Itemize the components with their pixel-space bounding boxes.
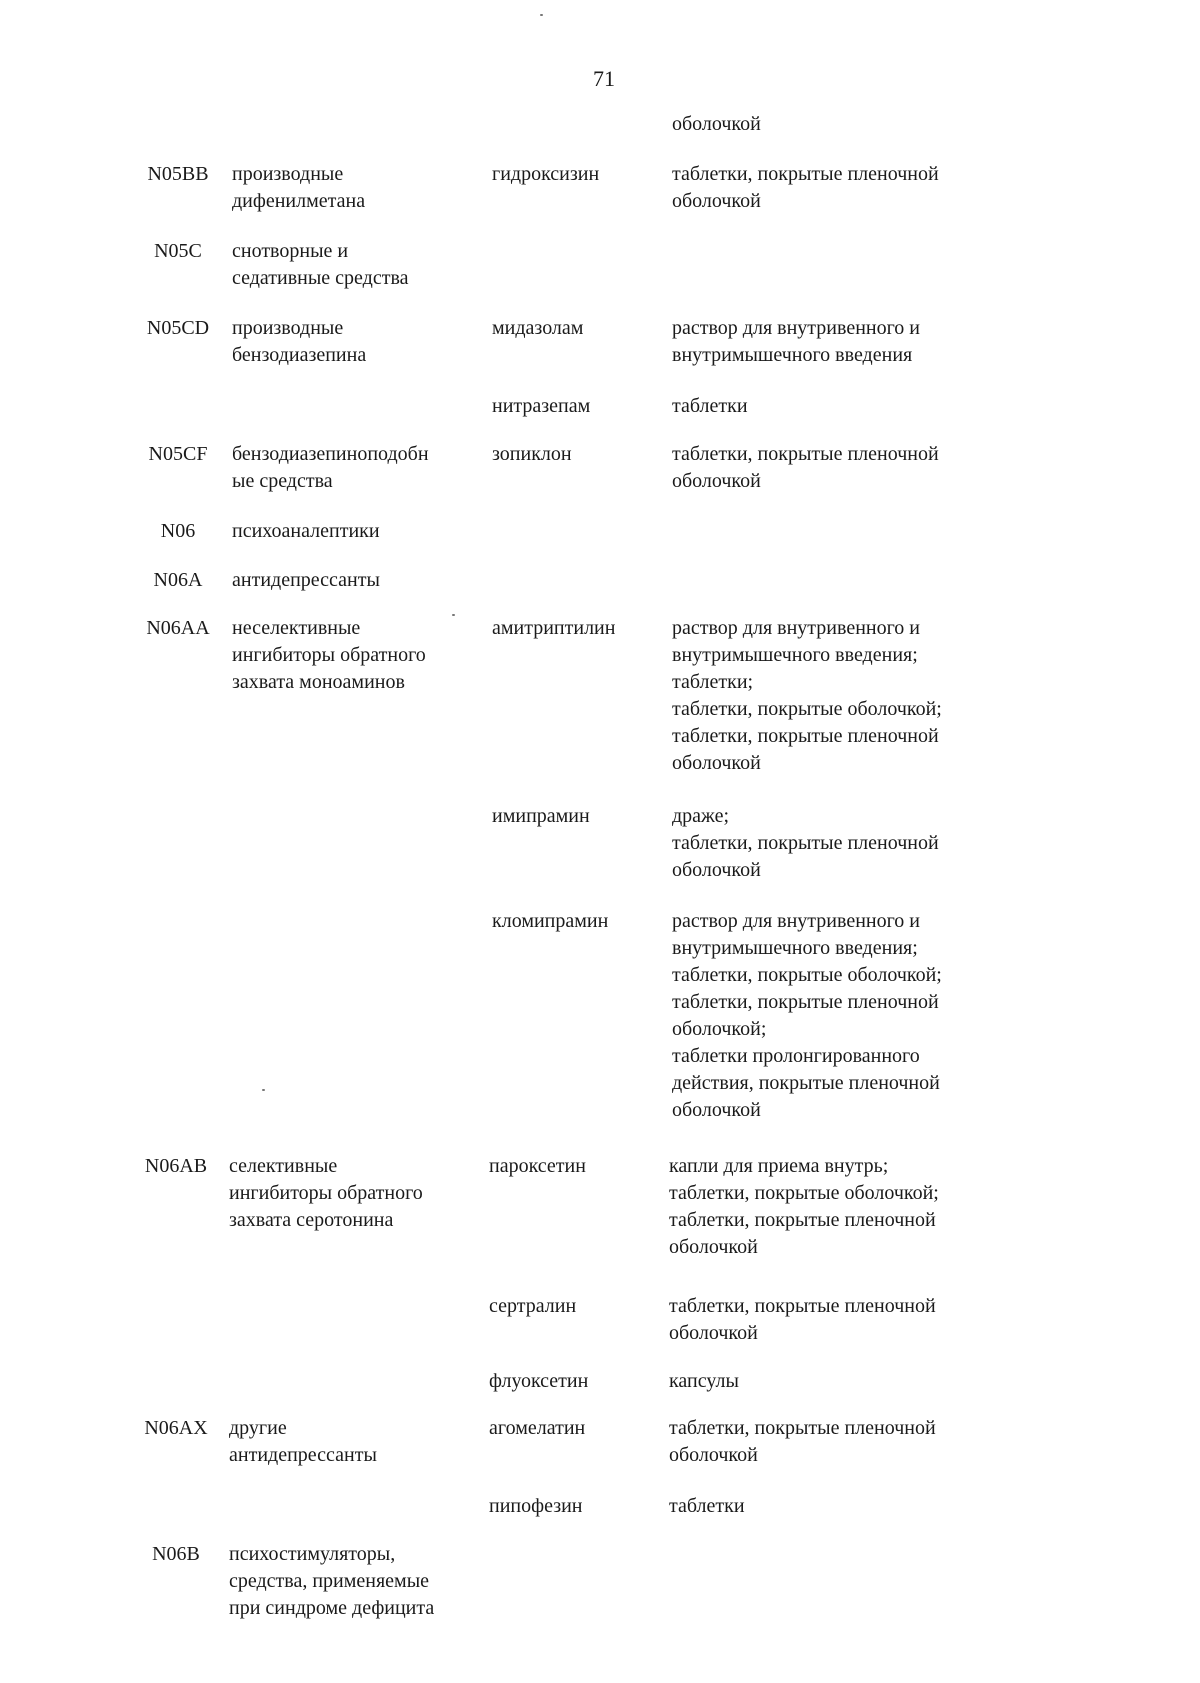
group-name-line: ингибиторы обратного: [232, 644, 426, 666]
drug-name: сертралин: [489, 1295, 577, 1317]
group-name-line: при синдроме дефицита: [229, 1597, 435, 1619]
group-name-line: седативные средства: [232, 267, 409, 289]
atc-code: N06: [160, 520, 196, 542]
group-name-line: антидепрессанты: [229, 1444, 377, 1466]
dosage-form-line: таблетки;: [672, 671, 754, 693]
dosage-form-line: внутримышечного введения: [672, 344, 913, 366]
dosage-form-line: драже;: [672, 805, 730, 827]
dosage-form-line: оболочкой: [672, 1099, 761, 1121]
atc-code: N06AA: [146, 617, 210, 639]
group-name-line: снотворные и: [232, 240, 349, 262]
dosage-form-line: внутримышечного введения;: [672, 644, 918, 666]
dosage-form-line: оболочкой: [669, 1322, 758, 1344]
atc-code: N06AX: [144, 1417, 208, 1439]
drug-name: флуоксетин: [489, 1370, 589, 1392]
dosage-form-line: оболочкой: [669, 1236, 758, 1258]
scan-speck: [262, 1089, 265, 1091]
drug-name: амитриптилин: [492, 617, 616, 639]
continuation-text: оболочкой: [672, 113, 761, 135]
dosage-form-line: таблетки, покрытые пленочной: [672, 443, 939, 465]
dosage-form-line: оболочкой;: [672, 1018, 767, 1040]
dosage-form-line: раствор для внутривенного и: [672, 910, 921, 932]
atc-code: N05C: [154, 240, 202, 262]
dosage-form-line: капли для приема внутрь;: [669, 1155, 889, 1177]
dosage-form-line: таблетки пролонгированного: [672, 1045, 920, 1067]
group-name-line: захвата моноаминов: [232, 671, 405, 693]
dosage-form-line: оболочкой: [672, 470, 761, 492]
drug-name: пипофезин: [489, 1495, 583, 1517]
group-name-line: психоаналептики: [232, 520, 380, 542]
dosage-form-line: оболочкой: [672, 859, 761, 881]
drug-name: мидазолам: [492, 317, 584, 339]
group-name-line: другие: [229, 1417, 287, 1439]
group-name-line: селективные: [229, 1155, 338, 1177]
dosage-form-line: таблетки, покрытые оболочкой;: [672, 964, 942, 986]
dosage-form-line: оболочкой: [669, 1444, 758, 1466]
dosage-form-line: таблетки, покрытые пленочной: [672, 991, 939, 1013]
group-name-line: производные: [232, 317, 344, 339]
group-name-line: дифенилметана: [232, 190, 366, 212]
dosage-form-line: таблетки, покрытые пленочной: [669, 1209, 936, 1231]
dosage-form-line: таблетки, покрытые оболочкой;: [672, 698, 942, 720]
dosage-form-line: оболочкой: [672, 752, 761, 774]
dosage-form-line: оболочкой: [672, 190, 761, 212]
atc-code: N05BB: [147, 163, 209, 185]
scan-speck: [540, 14, 543, 16]
dosage-form-line: таблетки, покрытые пленочной: [669, 1417, 936, 1439]
group-name-line: захвата серотонина: [229, 1209, 394, 1231]
drug-name: кломипрамин: [492, 910, 609, 932]
drug-name: имипрамин: [492, 805, 590, 827]
group-name-line: неселективные: [232, 617, 361, 639]
drug-name: зопиклон: [492, 443, 572, 465]
dosage-form-line: раствор для внутривенного и: [672, 317, 921, 339]
dosage-form-line: таблетки: [672, 395, 748, 417]
scan-speck: [452, 614, 455, 616]
atc-code: N05CD: [146, 317, 210, 339]
dosage-form-line: внутримышечного введения;: [672, 937, 918, 959]
group-name-line: психостимуляторы,: [229, 1543, 396, 1565]
drug-name: агомелатин: [489, 1417, 586, 1439]
dosage-form-line: таблетки: [669, 1495, 745, 1517]
atc-code: N06A: [153, 569, 203, 591]
dosage-form-line: таблетки, покрытые оболочкой;: [669, 1182, 939, 1204]
atc-code: N05CF: [148, 443, 208, 465]
group-name-line: производные: [232, 163, 344, 185]
dosage-form-line: таблетки, покрытые пленочной: [669, 1295, 936, 1317]
drug-name: пароксетин: [489, 1155, 586, 1177]
group-name-line: бензодиазепиноподобн: [232, 443, 429, 465]
group-name-line: ые средства: [232, 470, 333, 492]
dosage-form-line: таблетки, покрытые пленочной: [672, 725, 939, 747]
group-name-line: ингибиторы обратного: [229, 1182, 423, 1204]
dosage-form-line: капсулы: [669, 1370, 739, 1392]
atc-code: N06AB: [144, 1155, 208, 1177]
dosage-form-line: таблетки, покрытые пленочной: [672, 163, 939, 185]
page-number: 71: [593, 66, 615, 91]
group-name-line: средства, применяемые: [229, 1570, 430, 1592]
group-name-line: антидепрессанты: [232, 569, 380, 591]
atc-code: N06B: [152, 1543, 200, 1565]
dosage-form-line: раствор для внутривенного и: [672, 617, 921, 639]
dosage-form-line: таблетки, покрытые пленочной: [672, 832, 939, 854]
drug-name: нитразепам: [492, 395, 591, 417]
group-name-line: бензодиазепина: [232, 344, 367, 366]
drug-name: гидроксизин: [492, 163, 600, 185]
dosage-form-line: действия, покрытые пленочной: [672, 1072, 940, 1094]
